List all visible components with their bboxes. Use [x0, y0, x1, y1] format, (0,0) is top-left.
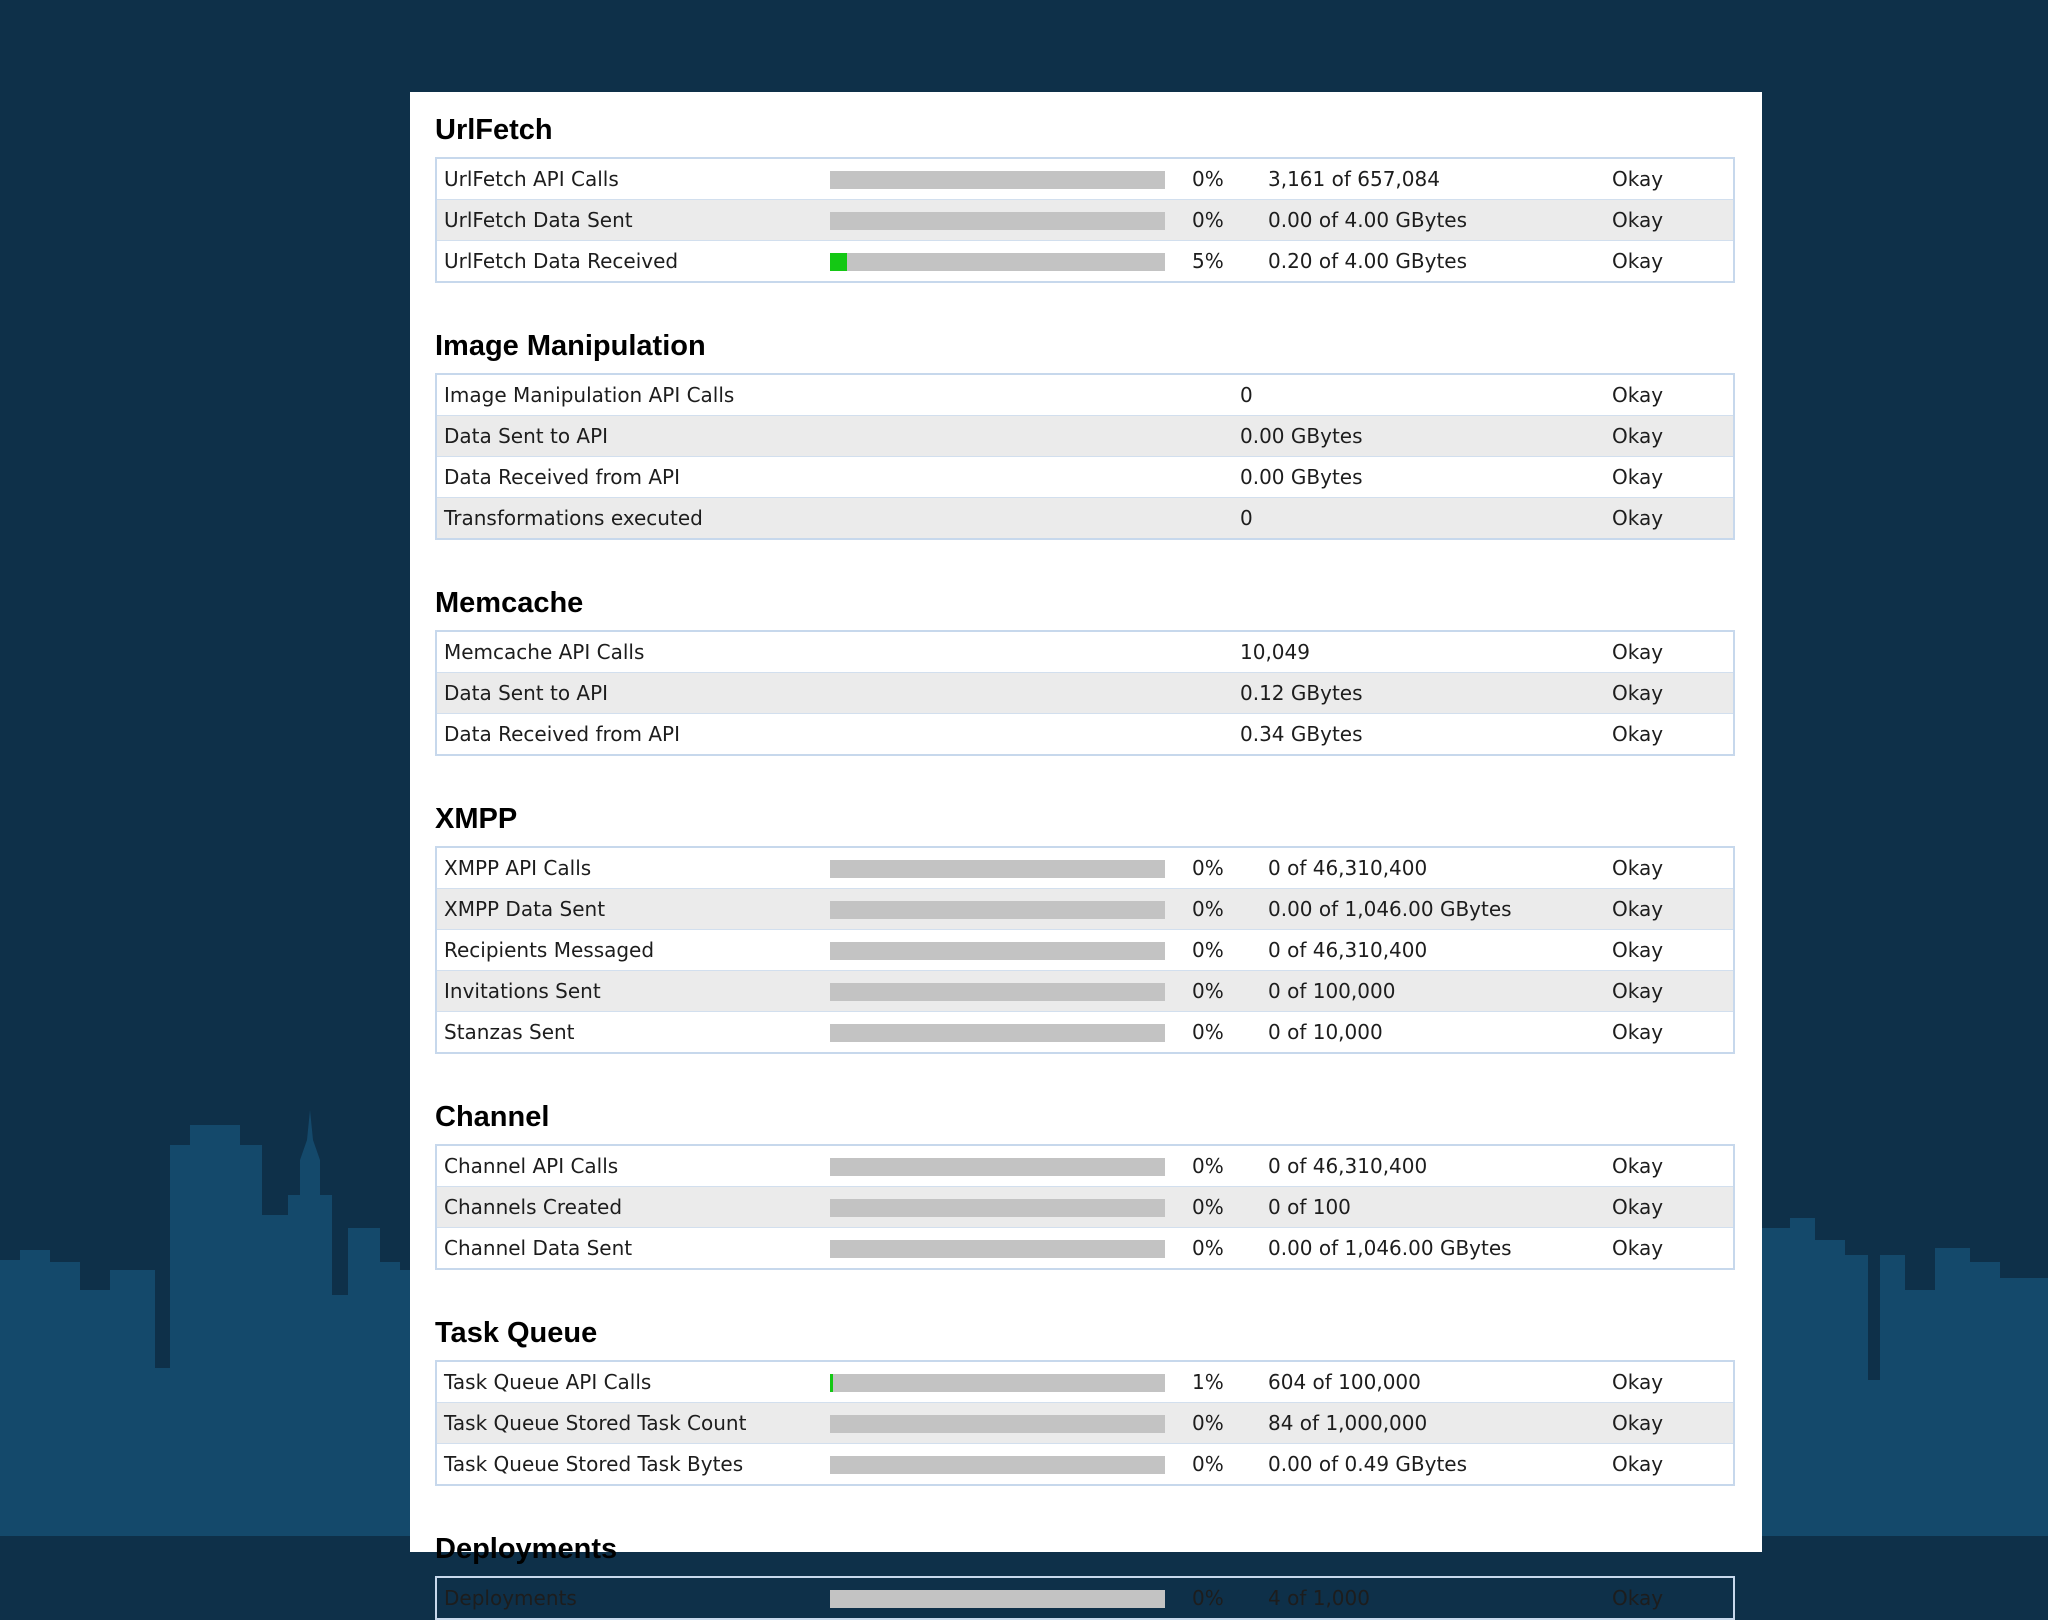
usage-value: 0.00 of 1,046.00 GBytes [1268, 1236, 1512, 1260]
section-xmpp [435, 799, 1735, 1054]
usage-percent: 0% [1192, 1452, 1224, 1476]
quota-row [437, 848, 1733, 888]
status-text: Okay [1612, 1452, 1664, 1476]
status-text: Okay [1612, 979, 1664, 1003]
quota-label: Data Received from API [444, 722, 681, 746]
quota-details-panel [410, 92, 1762, 1610]
usage-value: 604 of 100,000 [1268, 1370, 1421, 1394]
usage-percent: 0% [1192, 856, 1224, 880]
usage-value: 0 of 10,000 [1268, 1020, 1383, 1044]
usage-percent: 0% [1192, 1236, 1224, 1260]
quota-row [437, 1362, 1733, 1402]
status-text: Okay [1612, 1195, 1664, 1219]
quota-row [437, 970, 1733, 1011]
quota-value: 0 [1240, 383, 1253, 407]
quota-row [437, 1186, 1733, 1227]
quota-label: UrlFetch Data Received [444, 249, 679, 273]
quota-row [437, 632, 1733, 672]
usage-value: 4 of 1,000 [1268, 1586, 1370, 1610]
usage-percent: 0% [1192, 897, 1224, 921]
usage-bar [830, 212, 1165, 230]
quota-row [437, 1227, 1733, 1268]
section-channel [435, 1097, 1735, 1270]
usage-value: 0 of 100 [1268, 1195, 1351, 1219]
quota-row [437, 456, 1733, 497]
quota-label: Transformations executed [444, 506, 703, 530]
quota-table [435, 157, 1735, 283]
quota-row [437, 240, 1733, 281]
usage-percent: 0% [1192, 938, 1224, 962]
quota-row [437, 929, 1733, 970]
status-text: Okay [1612, 249, 1664, 273]
section-title: Image Manipulation [435, 330, 706, 362]
quota-label: Channel API Calls [444, 1154, 619, 1178]
quota-label: Memcache API Calls [444, 640, 645, 664]
usage-value: 0 of 46,310,400 [1268, 856, 1428, 880]
quota-row [437, 713, 1733, 754]
quota-row [437, 888, 1733, 929]
quota-row [437, 672, 1733, 713]
quota-row [437, 1146, 1733, 1186]
status-text: Okay [1612, 424, 1664, 448]
usage-percent: 0% [1192, 1154, 1224, 1178]
quota-value: 0 [1240, 506, 1253, 530]
skyline-left [0, 1110, 410, 1536]
quota-value: 10,049 [1240, 640, 1310, 664]
usage-value: 0 of 100,000 [1268, 979, 1396, 1003]
status-text: Okay [1612, 856, 1664, 880]
usage-value: 0.00 of 4.00 GBytes [1268, 208, 1468, 232]
section-deployments [435, 1529, 1735, 1620]
usage-bar [830, 1158, 1165, 1176]
status-text: Okay [1612, 897, 1664, 921]
status-text: Okay [1612, 1411, 1664, 1435]
quota-label: Recipients Messaged [444, 938, 655, 962]
quota-label: Data Sent to API [444, 681, 609, 705]
usage-percent: 0% [1192, 1195, 1224, 1219]
section-memcache [435, 583, 1735, 756]
quota-row [437, 1011, 1733, 1052]
quota-label: UrlFetch API Calls [444, 167, 619, 191]
section-image-manipulation [435, 326, 1735, 540]
section-title: Channel [435, 1101, 550, 1133]
section-title: XMPP [435, 803, 518, 835]
quota-label: Invitations Sent [444, 979, 601, 1003]
quota-table [435, 1144, 1735, 1270]
status-text: Okay [1612, 465, 1664, 489]
quota-label: Task Queue Stored Task Count [444, 1411, 747, 1435]
quota-value: 0.34 GBytes [1240, 722, 1363, 746]
usage-percent: 0% [1192, 1586, 1224, 1610]
usage-percent: 0% [1192, 979, 1224, 1003]
usage-bar [830, 171, 1165, 189]
quota-row [437, 1443, 1733, 1484]
status-text: Okay [1612, 383, 1664, 407]
quota-label: Channels Created [444, 1195, 623, 1219]
usage-bar-fill [830, 1374, 833, 1392]
quota-table [435, 1360, 1735, 1486]
usage-value: 0.00 of 1,046.00 GBytes [1268, 897, 1512, 921]
quota-value: 0.12 GBytes [1240, 681, 1363, 705]
usage-bar [830, 942, 1165, 960]
status-text: Okay [1612, 1236, 1664, 1260]
quota-row [437, 375, 1733, 415]
usage-percent: 1% [1192, 1370, 1224, 1394]
usage-percent: 0% [1192, 1020, 1224, 1044]
quota-row [437, 1402, 1733, 1443]
usage-bar [830, 1199, 1165, 1217]
quota-label: Data Received from API [444, 465, 681, 489]
usage-value: 0.00 of 0.49 GBytes [1268, 1452, 1468, 1476]
quota-label: Data Sent to API [444, 424, 609, 448]
section-title: UrlFetch [435, 114, 553, 146]
status-text: Okay [1612, 1154, 1664, 1178]
status-text: Okay [1612, 1020, 1664, 1044]
status-text: Okay [1612, 506, 1664, 530]
quota-label: Task Queue Stored Task Bytes [444, 1452, 744, 1476]
quota-row [437, 497, 1733, 538]
quota-label: Image Manipulation API Calls [444, 383, 735, 407]
status-text: Okay [1612, 722, 1664, 746]
quota-label: Deployments [444, 1586, 577, 1610]
usage-value: 3,161 of 657,084 [1268, 167, 1440, 191]
quota-table [435, 1576, 1735, 1620]
section-title: Task Queue [435, 1317, 598, 1349]
quota-row [437, 159, 1733, 199]
quota-row [437, 415, 1733, 456]
usage-bar [830, 983, 1165, 1001]
section-task-queue [435, 1313, 1735, 1486]
section-title: Memcache [435, 587, 584, 619]
usage-percent: 0% [1192, 167, 1224, 191]
usage-percent: 5% [1192, 249, 1224, 273]
usage-bar [830, 1590, 1165, 1608]
usage-bar [830, 860, 1165, 878]
usage-percent: 0% [1192, 1411, 1224, 1435]
status-text: Okay [1612, 167, 1664, 191]
quota-table [435, 846, 1735, 1054]
usage-value: 0.20 of 4.00 GBytes [1268, 249, 1468, 273]
quota-label: Task Queue API Calls [444, 1370, 652, 1394]
quota-label: Stanzas Sent [444, 1020, 575, 1044]
usage-bar [830, 1374, 1165, 1392]
usage-bar [830, 901, 1165, 919]
usage-value: 0 of 46,310,400 [1268, 938, 1428, 962]
usage-percent: 0% [1192, 208, 1224, 232]
status-text: Okay [1612, 1586, 1664, 1610]
usage-bar [830, 253, 1165, 271]
quota-table [435, 373, 1735, 540]
usage-bar [830, 1415, 1165, 1433]
usage-value: 84 of 1,000,000 [1268, 1411, 1428, 1435]
quota-value: 0.00 GBytes [1240, 424, 1363, 448]
status-text: Okay [1612, 208, 1664, 232]
quota-table [435, 630, 1735, 756]
status-text: Okay [1612, 938, 1664, 962]
status-text: Okay [1612, 1370, 1664, 1394]
status-text: Okay [1612, 640, 1664, 664]
usage-value: 0 of 46,310,400 [1268, 1154, 1428, 1178]
section-urlfetch [435, 110, 1735, 283]
quota-label: XMPP Data Sent [444, 897, 606, 921]
usage-bar [830, 1240, 1165, 1258]
quota-label: Channel Data Sent [444, 1236, 633, 1260]
skyline-right [1762, 1218, 2048, 1536]
quota-row [437, 1578, 1733, 1618]
quota-label: UrlFetch Data Sent [444, 208, 633, 232]
quota-row [437, 199, 1733, 240]
usage-bar-fill [830, 253, 847, 271]
quota-value: 0.00 GBytes [1240, 465, 1363, 489]
usage-bar [830, 1024, 1165, 1042]
usage-bar [830, 1456, 1165, 1474]
section-title: Deployments [435, 1533, 618, 1565]
status-text: Okay [1612, 681, 1664, 705]
quota-label: XMPP API Calls [444, 856, 592, 880]
